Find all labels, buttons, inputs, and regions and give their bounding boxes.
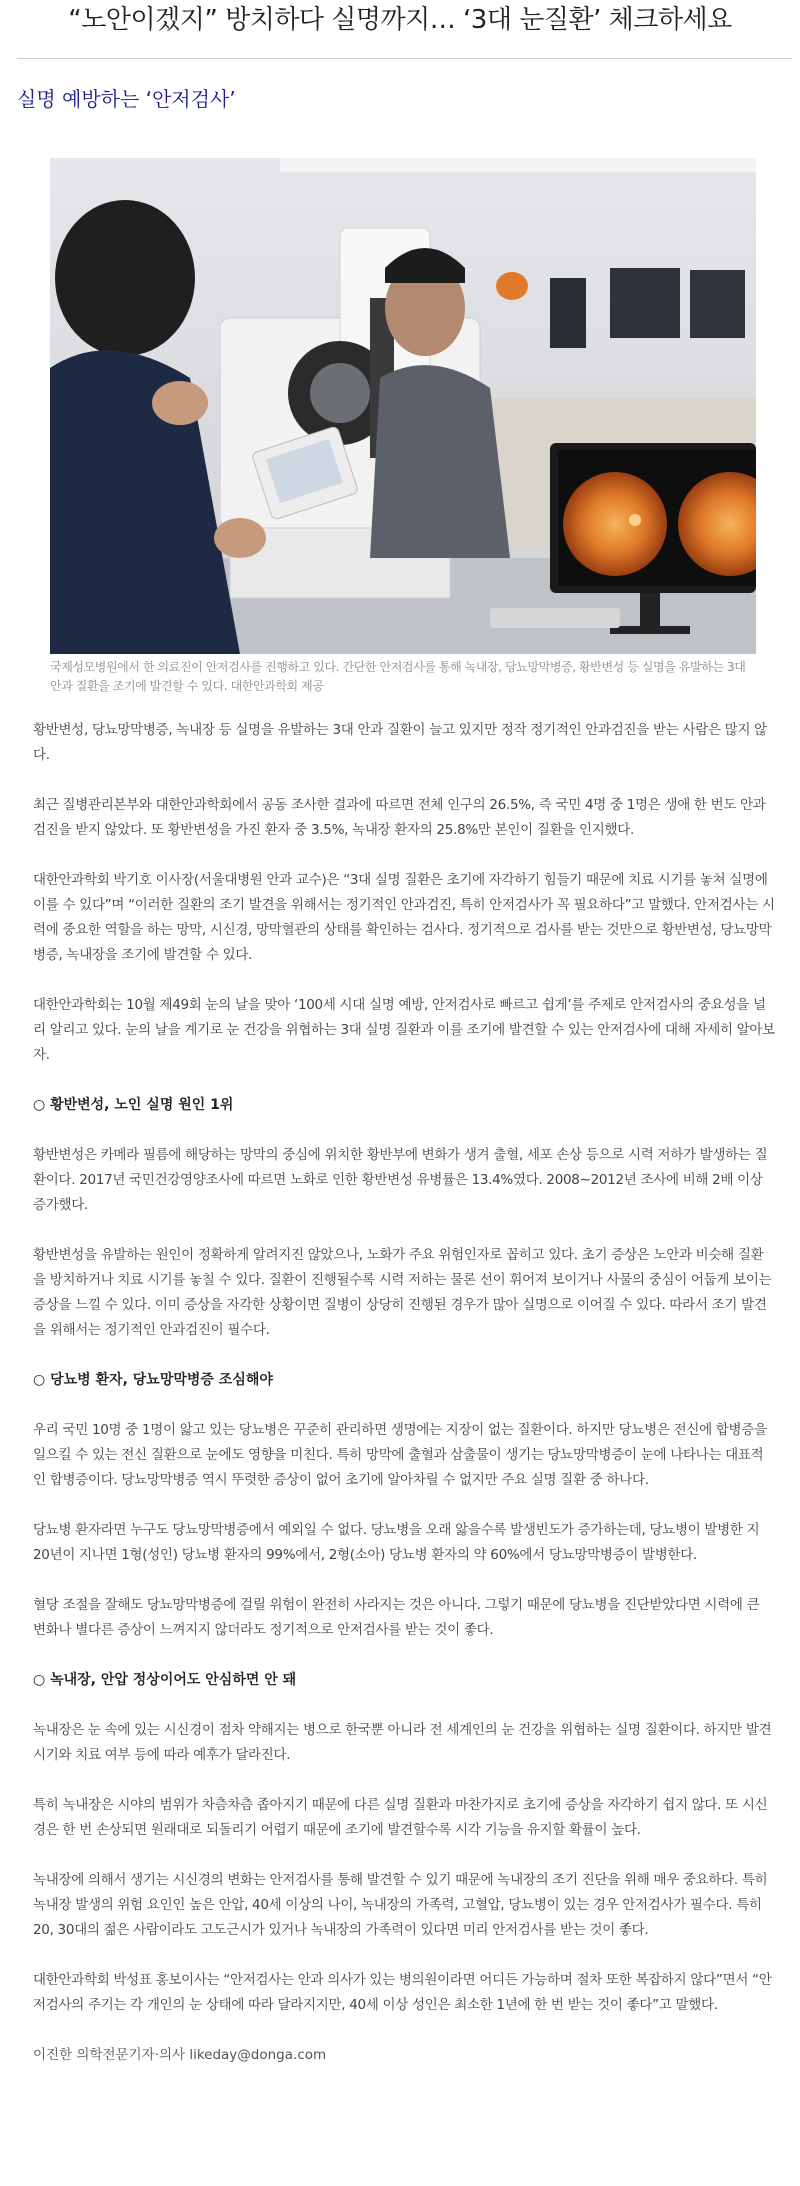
- subheading: ○ 당뇨병 환자, 당뇨망막병증 조심해야: [33, 1372, 273, 1388]
- body-paragraph: 우리 국민 10명 중 1명이 앓고 있는 당뇨병은 꾸준히 관리하면 생명에는 지장이 없는 질환이다. 하지만 당뇨병은 전신에 합병증을 일으킬 수 있는 전신 질환으로 눈에도 영향을 미친다. 특히 망막에 출혈과 삼출물이 생기는 당뇨망막병증이 눈에 나타나는 대표적인 합병증이다. 당뇨망막병증 역시 뚜렷한 증상이 없어 초기에 알아차릴 수 없지만 주요 실명 질환 중 하나다.: [33, 1422, 767, 1488]
- body-paragraph: 최근 질병관리본부와 대한안과학회에서 공동 조사한 결과에 따르면 전체 인구의 26.5%, 즉 국민 4명 중 1명은 생애 한 번도 안과검진을 받지 않았다. 또 황반변성을 가진 환자 중 3.5%, 녹내장 환자의 25.8%만 본인이 질환을 인지했다.: [33, 797, 766, 838]
- body-paragraph: 대한안과학회 박기호 이사장(서울대병원 안과 교수)은 “3대 실명 질환은 초기에 자각하기 힘들기 때문에 치료 시기를 놓쳐 실명에 이를 수 있다”며 “이러한 질환의 조기 발견을 위해서는 정기적인 안과검진, 특히 안저검사가 꼭 필요하다”고 말했다. 안저검사는 시력에 중요한 역할을 하는 망막, 시신경, 망막혈관의 상태를 확인하는 검사다. 정기적으로 검사를 받는 것만으로 황반변성, 당뇨망막병증, 녹내장을 조기에 발견할 수 있다.: [33, 872, 775, 963]
- subheading: ○ 녹내장, 안압 정상이어도 안심하면 안 돼: [33, 1672, 297, 1688]
- body-paragraph: 대한안과학회 박성표 홍보이사는 “안저검사는 안과 의사가 있는 병의원이라면 어디든 가능하며 절차 또한 복잡하지 않다”면서 “안저검사의 주기는 각 개인의 눈 상태에 따라 달라지지만, 40세 이상 성인은 최소한 1년에 한 번 받는 것이 좋다”고 말했다.: [33, 1972, 772, 2013]
- body-paragraph: 녹내장은 눈 속에 있는 시신경이 점차 약해지는 병으로 한국뿐 아니라 전 세계인의 눈 건강을 위협하는 실명 질환이다. 하지만 발견 시기와 치료 여부 등에 따라 예후가 달라진다.: [33, 1722, 772, 1763]
- subheading: ○ 황반변성, 노인 실명 원인 1위: [33, 1097, 234, 1113]
- article-photo: [50, 158, 756, 654]
- body-paragraph: 특히 녹내장은 시야의 범위가 차츰차츰 좁아지기 때문에 다른 실명 질환과 마찬가지로 초기에 증상을 자각하기 쉽지 않다. 또 시신경은 한 번 손상되면 원래대로 되돌리기 어렵기 때문에 조기에 발견할수록 시각 기능을 유지할 확률이 높다.: [33, 1797, 768, 1838]
- body-paragraph: 혈당 조절을 잘해도 당뇨망막병증에 걸릴 위험이 완전히 사라지는 것은 아니다. 그렇기 때문에 당뇨병을 진단받았다면 시력에 큰 변화나 별다른 증상이 느껴지지 않더라도 정기적으로 안저검사를 받는 것이 좋다.: [33, 1597, 760, 1638]
- body-paragraph: 황반변성을 유발하는 원인이 정확하게 알려지진 않았으나, 노화가 주요 위험인자로 꼽히고 있다. 초기 증상은 노안과 비슷해 질환을 방치하거나 치료 시기를 놓칠 수 있다. 질환이 진행될수록 시력 저하는 물론 선이 휘어져 보이거나 사물의 중심이 어둡게 보이는 증상을 느낄 수 있다. 이미 증상을 자각한 상황이면 질병이 상당히 진행된 경우가 많아 실명으로 이어질 수 있다. 따라서 조기 발견을 위해서는 정기적인 안과검진이 필수다.: [33, 1247, 772, 1338]
- section-title: 실명 예방하는 ‘안저검사’: [17, 87, 236, 111]
- body-paragraph: 당뇨병 환자라면 누구도 당뇨망막병증에서 예외일 수 없다. 당뇨병을 오래 앓을수록 발생빈도가 증가하는데, 당뇨병이 발병한 지 20년이 지나면 1형(성인) 당뇨병 환자의 99%에서, 2형(소아) 당뇨병 환자의 약 60%에서 당뇨망막병증이 발병한다.: [33, 1522, 760, 1563]
- byline: 이진한 의학전문기자·의사 likeday@donga.com: [33, 2047, 327, 2063]
- article-body: [33, 718, 775, 2068]
- body-paragraph: 황반변성은 카메라 필름에 해당하는 망막의 중심에 위치한 황반부에 변화가 생겨 출혈, 세포 손상 등으로 시력 저하가 발생하는 질환이다. 2017년 국민건강영양조사에 따르면 노화로 인한 황반변성 유병률은 13.4%였다. 2008∼2012년 조사에 비해 2배 이상 증가했다.: [33, 1147, 768, 1213]
- pumpkin-decoration: [496, 272, 528, 300]
- body-paragraph: 녹내장에 의해서 생기는 시신경의 변화는 안저검사를 통해 발견할 수 있기 때문에 녹내장의 조기 진단을 위해 매우 중요하다. 특히 녹내장 발생의 위험 요인인 높은 안압, 40세 이상의 나이, 녹내장의 가족력, 고혈압, 당뇨병이 있는 경우 안저검사가 필수다. 특히 20, 30대의 젊은 사람이라도 고도근시가 있거나 녹내장의 가족력이 있다면 미리 안저검사를 받는 것이 좋다.: [33, 1872, 768, 1938]
- article-headline: “노안이겠지” 방치하다 실명까지… ‘3대 눈질환’ 체크하세요: [68, 5, 732, 35]
- photo-caption: 국제성모병원에서 한 의료진이 안저검사를 진행하고 있다. 간단한 안저검사를 통해 녹내장, 당뇨망막병증, 황반변성 등 실명을 유발하는 3대 안과 질환을 조기에 발견할 수 있다. 대한안과학회 제공: [50, 660, 746, 693]
- body-paragraph: 황반변성, 당뇨망막병증, 녹내장 등 실명을 유발하는 3대 안과 질환이 늘고 있지만 정작 정기적인 안과검진을 받는 사람은 많지 않다.: [33, 722, 767, 763]
- headline-divider: [17, 58, 792, 59]
- body-paragraph: 대한안과학회는 10월 제49회 눈의 날을 맞아 ‘100세 시대 실명 예방, 안저검사로 빠르고 쉽게’를 주제로 안저검사의 중요성을 널리 알리고 있다. 눈의 날을 계기로 눈 건강을 위협하는 3대 실명 질환과 이를 조기에 발견할 수 있는 안저검사에 대해 자세히 알아보자.: [33, 997, 775, 1063]
- photo-illustration: [50, 158, 756, 654]
